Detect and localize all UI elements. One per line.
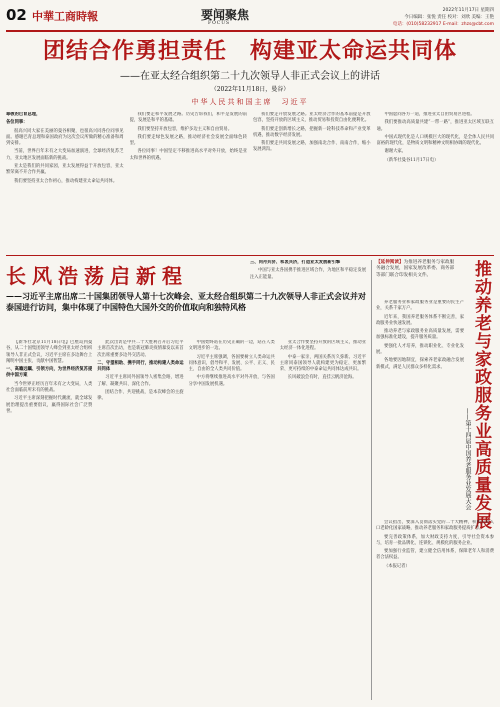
paragraph: 尊敬的巴育总理， — [6, 112, 41, 117]
paragraph: 我们要走和平发展之路。历史告诉我们，和平是发展的前提，发展是和平的基础。 — [129, 112, 247, 124]
paragraph: 亚太是我们的共同家园，亚太发展得益于开放包容，亚太繁荣离不开合作共赢。 — [6, 164, 124, 176]
paper-name: 中華工商時報 — [32, 10, 98, 23]
article1-col2 — [130, 112, 248, 252]
paragraph: 习近平主席同外国领导人密集会晤，增进了解、凝聚共识、深化合作。 — [97, 375, 184, 387]
paragraph: 我们要坚持亚太合作初心，推动构建亚太命运共同体。 — [14, 178, 118, 184]
sidebar-bottom-text — [376, 520, 494, 700]
sidebar-article — [376, 260, 494, 700]
sidebar-vertical-subtitle: ——第十四届中国养老服务业发展大会 — [464, 408, 471, 510]
article2-body — [6, 340, 366, 700]
page-number: 02 — [6, 6, 27, 24]
paragraph: 我们要走创新增长之路，把握新一轮科技革命和产业变革机遇，推动数字经济发展。 — [253, 126, 371, 138]
paragraph: 长风破浪会有时，直挂云帆济沧海。 — [287, 375, 357, 381]
article1-headline: 团结合作勇担责任 构建亚太命运共同体 — [42, 38, 457, 64]
section-divider — [6, 255, 494, 256]
article2-col3 — [189, 340, 275, 700]
article1-col1 — [6, 112, 124, 252]
paragraph: 我们要走绿色发展之路，推动经济社会发展全面绿色转型。 — [129, 134, 247, 147]
paragraph: 【新华社北京11月18日电】巴厘岛到曼谷，从二十国集团领导人峰会到亚太经合组织领导人非正式会议，习近平主席在多边舞台上阐明中国主张、贡献中国智慧。 — [6, 340, 93, 364]
masthead-meta — [393, 7, 494, 28]
paragraph: 中泰一家亲，两国关系历久弥新。习近平主席同泰国领导人就构建更为稳定、更加繁荣、更可持续的中泰命运共同体达成共识。 — [279, 354, 366, 373]
article1-col3 — [253, 112, 371, 252]
paragraph: 要强化人才培养，推动职业化、专业化发展。 — [376, 343, 464, 356]
article1-date: （2022年11月18日，曼谷） — [210, 86, 290, 93]
paragraph: 中国式现代化是人口规模巨大的现代化，是全体人民共同富裕的现代化，是物质文明和精神文明相协调的现代化。 — [376, 134, 494, 147]
article1-col4 — [377, 112, 495, 252]
paragraph: 要加强行业监管，建立健全信用体系，保障老年人和消费者合法权益。 — [376, 549, 494, 561]
paragraph: 中方将继续推进高水平对外开放，与各国分享中国发展机遇。 — [188, 375, 275, 387]
paragraph: 各地要因地制宜，探索养老家政融合发展新模式，满足人民群众多样化需求。 — [376, 358, 464, 370]
paragraph: 我们要坚持开放包容，维护多边主义和自由贸易。 — [137, 126, 233, 132]
article2-headline: 长风浩荡启新程 — [6, 264, 188, 288]
article2-col2 — [97, 340, 183, 700]
paragraph: 此次出访是中共二十大胜利召开后习近平主席首次出访，也是新冠肺炎疫情暴发以来首次出席重要多边外交活动。 — [97, 340, 184, 358]
contact-line: 电话：(010)58232917 E-mail：zhzs@cbt.com — [392, 22, 494, 27]
article2-col4 — [280, 340, 366, 700]
article1-body — [6, 112, 494, 252]
section-title: 要闻聚焦 — [201, 8, 250, 22]
paragraph: （新华社曼谷11月17日电） — [384, 157, 439, 163]
date-line: 2022年11月17日 星期四 — [442, 8, 494, 13]
paragraph: 要完善政策体系，加大财政支持力度，引导社会资本参与，培育一批品牌化、连锁化、规模化的服务企业。 — [376, 534, 494, 546]
sidebar-caption — [376, 260, 456, 279]
section-subhead: 三、同舟共济、和衷共济，打造亚太发展新引擎 — [250, 260, 341, 265]
article1-subheadline: ——在亚太经合组织第二十九次领导人非正式会议上的讲话 — [120, 71, 380, 82]
paragraph: 中国与亚太各国携手推进区域合作，为地区和平稳定发展注入正能量。 — [250, 268, 366, 280]
paragraph: 习近平主席深刻把握时代潮流，就全球发展治理提出重要倡议，赢得国际社会广泛赞誉。 — [6, 396, 93, 414]
paragraph: 我们要推动高质量共建“一带一路”，推进亚太区域互联互通。 — [376, 120, 494, 132]
article2-col1 — [6, 340, 92, 700]
editor-line: 今日编辑：张悦 责任 校对：刘欣 美编：王艳 — [404, 15, 494, 20]
section-subhead: 一、高瞻远瞩、引领方向，为世界经济复苏提供中国方案 — [6, 367, 93, 379]
paragraph: （本报记者） — [384, 563, 410, 569]
paragraph: 中国愿同各方一道，推进亚太自由贸易区进程。 — [384, 112, 475, 117]
paragraph: 推动养老与家政服务业高质量发展，需要加强标准化建设，提升服务质量。 — [376, 329, 464, 341]
paragraph: 近年来，我国养老服务体系不断完善，家政服务业快速发展。 — [376, 314, 464, 326]
paragraph: 养老服务业和家政服务业是重要的民生产业，关系千家万户。 — [376, 300, 464, 312]
masthead — [6, 4, 494, 32]
article2-top-right — [250, 260, 366, 340]
paragraph: 会议指出，要深入贯彻落实党的二十大精神，积极应对人口老龄化国家战略，推动养老服务和家政服务提质扩容。 — [376, 520, 494, 532]
article1-header — [6, 34, 494, 107]
caption-text: 为推进养老服务与家政服务融合发展，国家发展改革委、商务部等部门联合印发相关文件。 — [376, 260, 455, 278]
caption-label: 【延伸阅读】 — [376, 260, 404, 265]
paragraph: 我们要走共同发展之路，加强南北合作、南南合作，缩小发展鸿沟。 — [253, 141, 371, 153]
column-divider — [371, 260, 372, 700]
paragraph: 当前，世界百年未有之大变局加速演进，全球经济复苏乏力，亚太地区发展面临新的挑战。 — [6, 149, 124, 161]
section-subhead: 二、守望相助、携手同行，推动构建人类命运共同体 — [97, 360, 184, 373]
paragraph: 谢谢大家。 — [384, 149, 406, 155]
paragraph: 团结合作、共迎挑战，是本次峰会的主旋律。 — [97, 390, 184, 402]
article1-author: 中华人民共和国主席 习近平 — [191, 98, 309, 106]
paragraph: 当今世界正经历百年未有之大变局，人类社会面临前所未有的挑战。 — [6, 381, 93, 394]
article2-subheadline: ——习近平主席出席二十国集团领导人第十七次峰会、亚太经合组织第二十九次领导人非正式会议并对泰国进行访问，集中体现了中国特色大国外交的价值取向和独特风格 — [6, 291, 366, 312]
sidebar-vertical-title: 推动养老与家政服务业高质量发展 — [471, 260, 491, 530]
paragraph: 我们要走开放发展之路。亚太经济合作的基本前提是开放包容，坚持开放的区域主义，推动贸易和投资自由化便利化。 — [253, 112, 371, 124]
paragraph: 亚太合作要坚持开放的区域主义，推动亚太经济一体化进程。 — [279, 340, 366, 352]
paragraph: 各位同事！中国坚定不移推进高水平对外开放，始终是亚太和世界的机遇。 — [129, 149, 247, 161]
section-title-en: FOCUS — [208, 21, 231, 26]
paragraph: 习近平主席强调，各国要树立人类命运共同体意识，倡导和平、发展、公平、正义、民主、自由的全人类共同价值。 — [188, 354, 275, 373]
paragraph: 中国始终站在历史正确的一边，站在人类文明进步的一边。 — [188, 340, 275, 352]
paragraph: 各位同事： — [6, 120, 28, 126]
paragraph: 很高兴同大家在美丽的曼谷相聚，也很高兴同各位同事见面。感谢巴育总理和泰国政府为这次会议所做的精心准备和周到安排。 — [6, 128, 124, 147]
